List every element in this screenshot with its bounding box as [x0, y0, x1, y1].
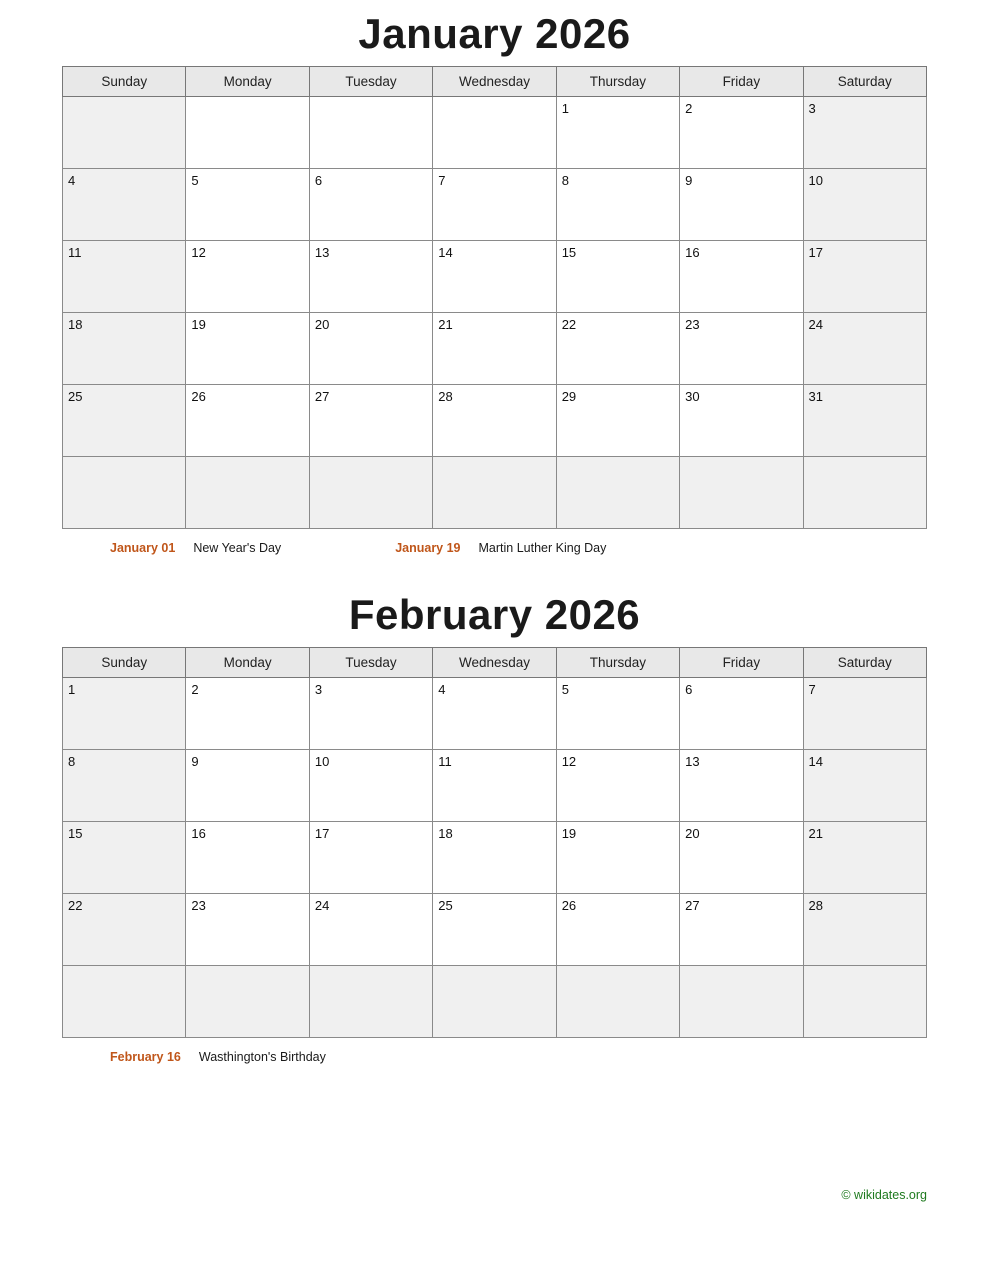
holiday-list-february: [62, 1038, 927, 1070]
holiday-item: [62, 1050, 326, 1064]
day-cell: 20: [309, 313, 432, 385]
day-cell: 15: [556, 241, 679, 313]
weekday-header-sunday: Sunday: [63, 67, 186, 97]
calendar-week-row: [63, 822, 927, 894]
day-cell: 21: [803, 822, 926, 894]
day-cell: 2: [186, 678, 309, 750]
day-cell: 10: [309, 750, 432, 822]
calendar-week-row: [63, 241, 927, 313]
day-cell: 12: [556, 750, 679, 822]
day-cell: 13: [680, 750, 803, 822]
day-cell: 15: [63, 822, 186, 894]
calendar-week-row: [63, 966, 927, 1038]
day-cell: [556, 966, 679, 1038]
day-cell: 31: [803, 385, 926, 457]
day-cell: 30: [680, 385, 803, 457]
holiday-name: Martin Luther King Day: [478, 541, 607, 555]
day-cell: [186, 457, 309, 529]
day-cell: 24: [309, 894, 432, 966]
day-cell: 27: [309, 385, 432, 457]
day-cell: [556, 457, 679, 529]
calendar-wrapper-january: [62, 66, 927, 529]
weekday-header-thursday: Thursday: [556, 648, 679, 678]
month-block-february: [0, 575, 989, 1070]
day-cell: [803, 966, 926, 1038]
holiday-name: New Year's Day: [193, 541, 282, 555]
day-cell: 25: [63, 385, 186, 457]
calendar-wrapper-february: [62, 647, 927, 1038]
day-cell: [63, 97, 186, 169]
day-cell: 16: [186, 822, 309, 894]
day-cell: 19: [186, 313, 309, 385]
calendar-week-row: [63, 313, 927, 385]
day-cell: [433, 966, 556, 1038]
calendar-week-row: [63, 97, 927, 169]
weekday-header-friday: Friday: [680, 648, 803, 678]
day-cell: 4: [63, 169, 186, 241]
calendar-week-row: [63, 894, 927, 966]
day-cell: 24: [803, 313, 926, 385]
day-cell: 4: [433, 678, 556, 750]
day-cell: 28: [433, 385, 556, 457]
footer-credit-text: © wikidates.org: [841, 1188, 927, 1202]
weekday-header-wednesday: Wednesday: [433, 67, 556, 97]
page-title-january: January 2026: [358, 10, 631, 57]
weekday-header-monday: Monday: [186, 67, 309, 97]
day-cell: 9: [680, 169, 803, 241]
day-cell: 11: [63, 241, 186, 313]
day-cell: 22: [63, 894, 186, 966]
calendar-week-row: [63, 457, 927, 529]
weekday-header-friday: Friday: [680, 67, 803, 97]
day-cell: [186, 97, 309, 169]
day-cell: 8: [556, 169, 679, 241]
holiday-date: January 01: [110, 541, 176, 555]
day-cell: 17: [803, 241, 926, 313]
holiday-date: February 16: [110, 1050, 181, 1064]
day-cell: [433, 97, 556, 169]
weekday-header-wednesday: Wednesday: [433, 648, 556, 678]
day-cell: 18: [433, 822, 556, 894]
day-cell: 7: [803, 678, 926, 750]
calendar-table-february: [62, 647, 927, 1038]
day-cell: [680, 457, 803, 529]
weekday-header-saturday: Saturday: [803, 67, 926, 97]
day-cell: [309, 97, 432, 169]
day-cell: 11: [433, 750, 556, 822]
day-cell: 29: [556, 385, 679, 457]
day-cell: 16: [680, 241, 803, 313]
day-cell: [63, 966, 186, 1038]
day-cell: [309, 457, 432, 529]
day-cell: 19: [556, 822, 679, 894]
footer-credit: [841, 1188, 927, 1202]
day-cell: 22: [556, 313, 679, 385]
day-cell: 14: [433, 241, 556, 313]
holiday-list-january: [62, 529, 927, 561]
day-cell: 6: [680, 678, 803, 750]
day-cell: 10: [803, 169, 926, 241]
month-block-january: [0, 0, 989, 561]
day-cell: 3: [803, 97, 926, 169]
day-cell: 28: [803, 894, 926, 966]
holiday-item: [347, 541, 606, 555]
day-cell: 23: [186, 894, 309, 966]
day-cell: 17: [309, 822, 432, 894]
day-cell: 26: [556, 894, 679, 966]
weekday-header-saturday: Saturday: [803, 648, 926, 678]
weekday-header-monday: Monday: [186, 648, 309, 678]
day-cell: 1: [556, 97, 679, 169]
day-cell: 7: [433, 169, 556, 241]
day-cell: 2: [680, 97, 803, 169]
day-cell: 8: [63, 750, 186, 822]
day-cell: 20: [680, 822, 803, 894]
day-cell: 12: [186, 241, 309, 313]
weekday-header-tuesday: Tuesday: [309, 67, 432, 97]
holiday-name: Wasthington's Birthday: [198, 1050, 326, 1064]
day-cell: 9: [186, 750, 309, 822]
day-cell: 23: [680, 313, 803, 385]
day-cell: 21: [433, 313, 556, 385]
weekday-header-row: [63, 67, 927, 97]
calendar-week-row: [63, 169, 927, 241]
day-cell: [803, 457, 926, 529]
page-title-february: February 2026: [348, 591, 641, 638]
weekday-header-row: [63, 648, 927, 678]
day-cell: 26: [186, 385, 309, 457]
holiday-date: January 19: [395, 541, 461, 555]
day-cell: 18: [63, 313, 186, 385]
day-cell: [63, 457, 186, 529]
day-cell: 3: [309, 678, 432, 750]
weekday-header-sunday: Sunday: [63, 648, 186, 678]
day-cell: 6: [309, 169, 432, 241]
day-cell: 5: [186, 169, 309, 241]
day-cell: [433, 457, 556, 529]
calendar-week-row: [63, 750, 927, 822]
weekday-header-tuesday: Tuesday: [309, 648, 432, 678]
day-cell: [186, 966, 309, 1038]
day-cell: 5: [556, 678, 679, 750]
section-divider: [0, 561, 989, 575]
holiday-item: [62, 541, 281, 555]
day-cell: [680, 966, 803, 1038]
day-cell: 27: [680, 894, 803, 966]
day-cell: 14: [803, 750, 926, 822]
weekday-header-thursday: Thursday: [556, 67, 679, 97]
day-cell: [309, 966, 432, 1038]
calendar-week-row: [63, 385, 927, 457]
day-cell: 13: [309, 241, 432, 313]
calendar-table-january: [62, 66, 927, 529]
calendar-week-row: [63, 678, 927, 750]
day-cell: 1: [63, 678, 186, 750]
day-cell: 25: [433, 894, 556, 966]
